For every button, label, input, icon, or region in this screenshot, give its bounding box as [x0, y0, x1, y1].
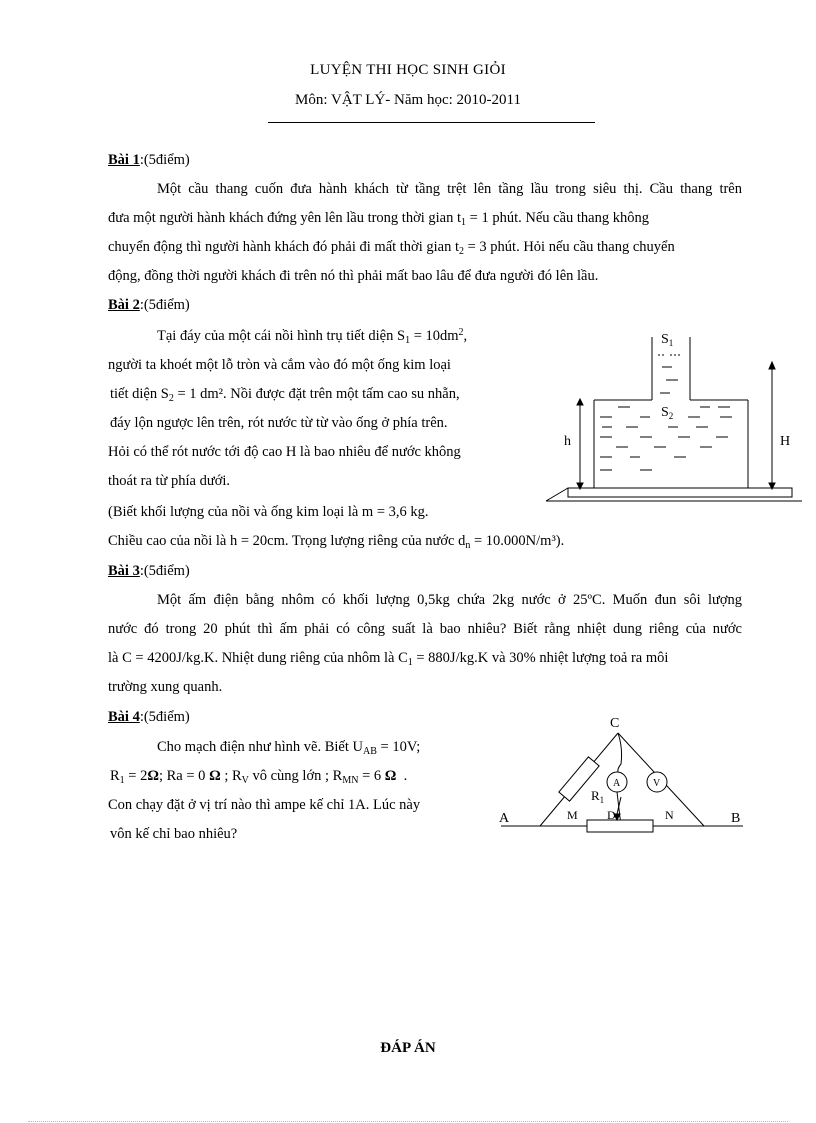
node-n: N	[665, 808, 674, 822]
bai1-line-2a: đưa một người hành khách đứng yên lên lầu trong thời gian t	[108, 210, 462, 226]
bai2-l8a: Chiều cao của nồi là h = 20cm. Trọng lượng riêng của nước d	[108, 533, 466, 549]
bai2-line-6: thoát ra từ phía dưới.	[108, 473, 231, 489]
bai1-heading	[108, 152, 190, 169]
bai1-line-3b: = 3 phút. Hỏi nếu cầu thang chuyển	[464, 239, 675, 255]
bai2-line-7: (Biết khối lượng của nồi và ống kim loại là m = 3,6 kg.	[108, 504, 429, 520]
answer-heading: ĐÁP ÁN	[380, 1040, 436, 1056]
bai2-l8b: = 10.000N/m³).	[470, 533, 565, 549]
node-m: M	[567, 808, 578, 822]
bai4-rmnval: = 6	[358, 768, 382, 784]
bai3-heading	[108, 563, 190, 580]
bai4-label: Bài 4	[108, 709, 140, 725]
bai2-l3b: = 1 dm². Nồi được đặt trên một tấm cao su nhẵn,	[173, 386, 460, 402]
bai4-ra: ; Ra = 0	[158, 768, 206, 784]
bai4-rv: ; R	[224, 768, 242, 784]
omega-symbol-3: Ω	[384, 768, 397, 784]
bai2-line-5: Hỏi có thể rót nước tới độ cao H là bao nhiêu để nước không	[108, 444, 461, 460]
bai2-l3sub: 2	[168, 393, 174, 404]
node-d: D	[607, 808, 616, 822]
bai2-line-1	[157, 327, 467, 346]
bai2-label: Bài 2	[108, 297, 140, 313]
bai4-l1a: Cho mạch điện như hình vẽ. Biết U	[157, 739, 363, 755]
bai4-points: :(5điểm)	[139, 709, 190, 725]
bai1-line-3	[108, 239, 742, 257]
omega-symbol-2: Ω	[209, 768, 221, 784]
label-s2: $S_2$	[661, 405, 674, 421]
bai2-l1c: ,	[463, 328, 468, 344]
bai4-dot: .	[403, 768, 408, 784]
bai3-line-3	[108, 650, 742, 668]
title-divider	[268, 122, 595, 123]
bai4-rvtext: vô cùng lớn ; R	[248, 768, 343, 784]
node-c: C	[610, 716, 620, 731]
bai4-rvsub: V	[241, 775, 249, 786]
label-r1: $R_1$	[591, 788, 605, 805]
bai1-points: :(5điểm)	[139, 152, 190, 168]
bai4-r1sub: 1	[119, 775, 125, 786]
bai2-line-2: người ta khoét một lỗ tròn và cắm vào đó một ống kim loại	[108, 357, 451, 373]
bai2-heading	[108, 297, 190, 314]
bai1-line-3a: chuyển động thì người hành khách đó phải đi mất thời gian t	[108, 239, 459, 255]
bai3-line-4: trường xung quanh.	[108, 679, 223, 695]
bai3-l3a: là C = 4200J/kg.K. Nhiệt dung riêng của nhôm là C	[108, 650, 408, 666]
vessel-diagram	[540, 325, 802, 505]
bai3-points: :(5điểm)	[139, 563, 190, 579]
label-s1: $S_1$	[661, 332, 674, 348]
bai1-line-4: động, đồng thời người khách đi trên nó thì phải mất bao lâu để đưa người đó lên lầu.	[108, 268, 599, 284]
node-b: B	[731, 811, 741, 826]
bai3-line-2: nước đó trong 20 phút thì ấm phải có công suất là bao nhiêu? Biết rằng nhiệt dung riêng của nước	[108, 621, 742, 637]
ammeter-icon: A	[613, 778, 621, 789]
bai4-line-4: vôn kế chỉ bao nhiêu?	[110, 826, 238, 842]
voltmeter-icon: V	[653, 778, 661, 789]
bai2-l1b: = 10dm	[410, 328, 459, 344]
bai2-line-4: đáy lộn ngược lên trên, rót nước từ từ vào ống ở phía trên.	[110, 415, 448, 431]
bai1-label: Bài 1	[108, 152, 140, 168]
bai3-line-1: Một ấm điện bằng nhôm có khối lượng 0,5kg chứa 2kg nước ở 25ºC. Muốn đun sôi lượng	[157, 592, 742, 608]
page-bottom-border	[28, 1121, 788, 1122]
page-title: LUYỆN THI HỌC SINH GIỎI	[310, 62, 506, 78]
bai3-label: Bài 3	[108, 563, 140, 579]
bai2-l3a: tiết diện S	[110, 386, 169, 402]
bai4-r1: R	[110, 768, 120, 784]
bai3-l3sub: 1	[407, 657, 413, 668]
circuit-diagram	[495, 712, 750, 844]
bai4-r1val: = 2	[124, 768, 148, 784]
label-H: H	[780, 434, 791, 449]
bai2-line-8	[108, 533, 564, 551]
bai2-l8sub: n	[465, 540, 471, 551]
bai4-line-1	[157, 739, 420, 757]
bai1-t1-sub: 1	[461, 217, 467, 228]
omega-symbol-1: Ω	[147, 768, 159, 784]
bai2-l1a: Tại đáy của một cái nồi hình trụ tiết diện S	[157, 328, 406, 344]
bai4-l1b: = 10V;	[376, 739, 421, 755]
bai3-l3b: = 880J/kg.K và 30% nhiệt lượng toả ra môi	[412, 650, 669, 666]
bai4-line-3: Con chạy đặt ở vị trí nào thì ampe kế chỉ 1A. Lúc này	[108, 797, 421, 813]
bai4-rmnsub: MN	[342, 775, 359, 786]
node-a: A	[499, 811, 510, 826]
bai2-l1sup: 2	[458, 327, 464, 338]
page-subtitle: Môn: VẬT LÝ- Năm học: 2010-2011	[295, 92, 521, 108]
label-h: h	[564, 434, 571, 449]
bai2-l1sub: 1	[405, 335, 411, 346]
bai2-line-3	[110, 386, 460, 404]
bai1-line-2b: = 1 phút. Nếu cầu thang không	[466, 210, 649, 226]
bai1-line-2	[108, 210, 742, 228]
bai1-t2-sub: 2	[459, 246, 464, 257]
bai1-line-1: Một cầu thang cuốn đưa hành khách từ tầng trệt lên tầng lầu trong siêu thị. Cầu thang trên	[157, 181, 742, 197]
bai4-l1sub: AB	[363, 746, 377, 757]
bai4-line-2	[110, 768, 407, 786]
bai4-heading	[108, 709, 190, 726]
bai2-points: :(5điểm)	[139, 297, 190, 313]
